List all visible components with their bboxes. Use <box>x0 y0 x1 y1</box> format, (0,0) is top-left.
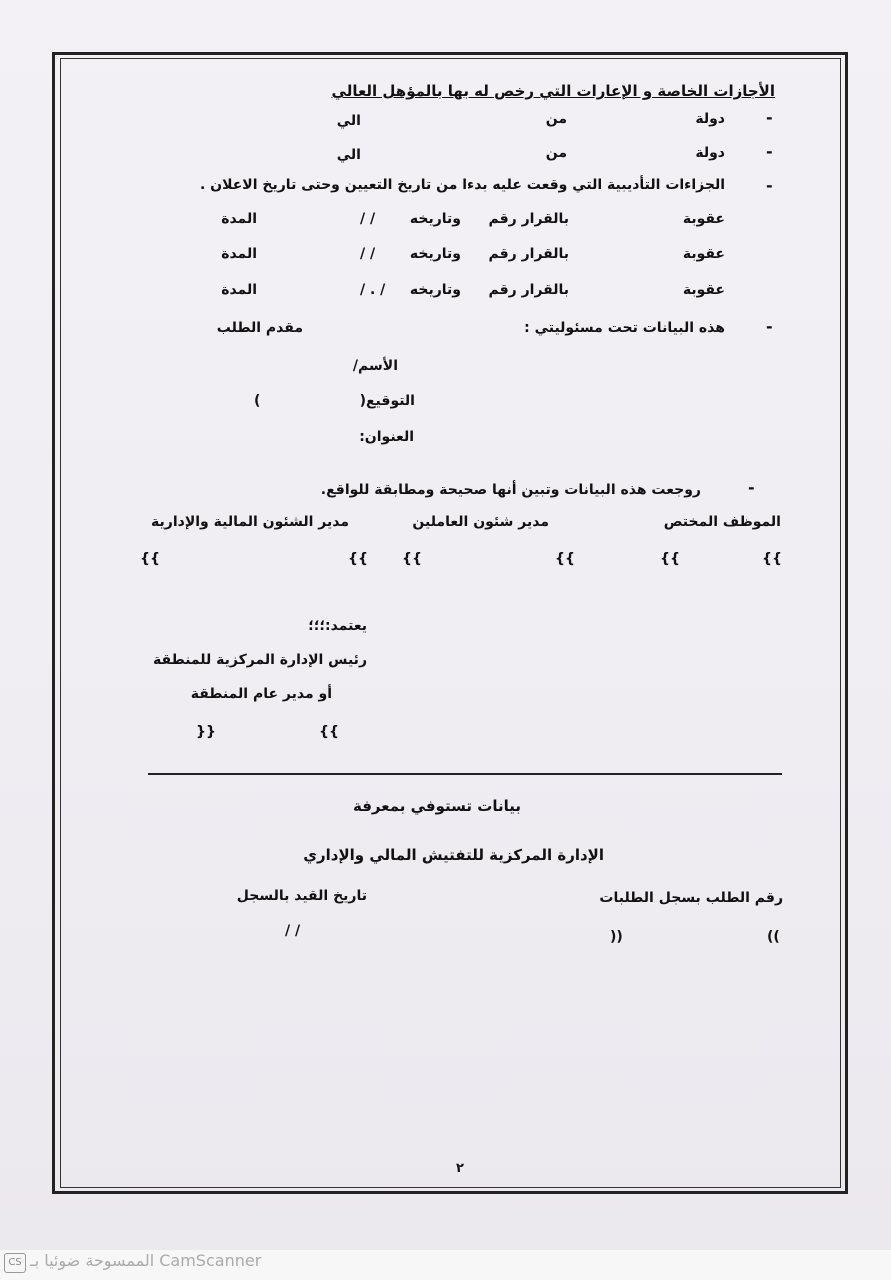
approval-line-2: أو مدير عام المنطقة <box>190 686 332 702</box>
decision-date-label: وتاريخه <box>409 282 461 298</box>
leave-to-label: الي <box>336 113 361 129</box>
decision-date-value: / / <box>360 211 376 227</box>
decision-number-label: بالقرار رقم <box>488 246 569 262</box>
leave-from-label: من <box>545 145 567 161</box>
responsibility-statement: هذه البيانات تحت مسئوليتي : <box>524 320 725 336</box>
leave-from-label: من <box>545 111 567 127</box>
decision-date-value: / / <box>360 246 376 262</box>
approval-line-1: رئيس الإدارة المركزية للمنطقة <box>153 652 367 668</box>
register-date-label: تاريخ القيد بالسجل <box>236 888 367 904</box>
address-label: العنوان: <box>359 429 414 445</box>
review-statement: روجعت هذه البيانات وتبين أنها صحيحة ومطابقة للواقع. <box>320 482 701 498</box>
scanner-watermark: الممسوحة ضوئيا بـ CamScanner <box>30 1251 262 1270</box>
bullet-dash: - <box>766 142 773 161</box>
hr-manager-label: مدير شئون العاملين <box>412 514 549 530</box>
approval-label: يعتمد:؛؛؛ <box>308 618 367 634</box>
bullet-dash: - <box>748 478 755 497</box>
leave-heading: الأجازات الخاصة و الإعارات التي رخص له بها بالمؤهل العالي <box>331 82 775 100</box>
completion-title: بيانات تستوفي بمعرفة <box>353 797 521 815</box>
finance-manager-label: مدير الشئون المالية والإدارية <box>151 514 349 530</box>
decision-number-label: بالقرار رقم <box>488 282 569 298</box>
bullet-dash: - <box>766 108 773 127</box>
camscanner-logo: CS <box>4 1253 26 1273</box>
decision-date-label: وتاريخه <box>409 246 461 262</box>
leave-country-label: دولة <box>695 145 725 161</box>
signature-bracket: {{ <box>762 551 782 567</box>
section-divider <box>148 773 782 775</box>
signature-bracket: {{ <box>140 551 160 567</box>
leave-country-label: دولة <box>695 111 725 127</box>
leave-to-label: الي <box>336 147 361 163</box>
completion-department: الإدارة المركزية للتفتيش المالي والإداري <box>303 846 604 864</box>
name-label: الأسم/ <box>352 358 398 374</box>
duration-label: المدة <box>221 211 257 227</box>
request-number-open: (( <box>767 929 780 945</box>
decision-date-value: / . / <box>360 282 386 298</box>
penalty-label: عقوبة <box>682 282 725 298</box>
approval-bracket-close: }} <box>196 724 216 740</box>
duration-label: المدة <box>221 282 257 298</box>
penalty-label: عقوبة <box>682 211 725 227</box>
signature-close: ) <box>254 393 261 409</box>
applicant-label: مقدم الطلب <box>216 320 303 336</box>
decision-date-label: وتاريخه <box>409 211 461 227</box>
signature-bracket: {{ <box>660 551 680 567</box>
penalty-label: عقوبة <box>682 246 725 262</box>
signature-bracket: {{ <box>348 551 368 567</box>
request-number-label: رقم الطلب بسجل الطلبات <box>599 890 783 906</box>
signature-bracket: {{ <box>555 551 575 567</box>
page-number: ٢ <box>456 1161 464 1176</box>
register-date-value: / / <box>285 923 301 939</box>
penalties-heading: الجزاءات التأديبية التي وقعت عليه بدءا من تاريخ التعيين وحتى تاريخ الاعلان . <box>199 177 725 193</box>
request-number-close: )) <box>610 929 623 945</box>
duration-label: المدة <box>221 246 257 262</box>
signature-bracket: {{ <box>402 551 422 567</box>
bullet-dash: - <box>766 317 773 336</box>
decision-number-label: بالقرار رقم <box>488 211 569 227</box>
signature-label: التوقيع( <box>359 393 415 409</box>
employee-label: الموظف المختص <box>663 514 781 530</box>
approval-bracket-open: {{ <box>319 724 339 740</box>
bullet-dash: - <box>766 176 773 195</box>
